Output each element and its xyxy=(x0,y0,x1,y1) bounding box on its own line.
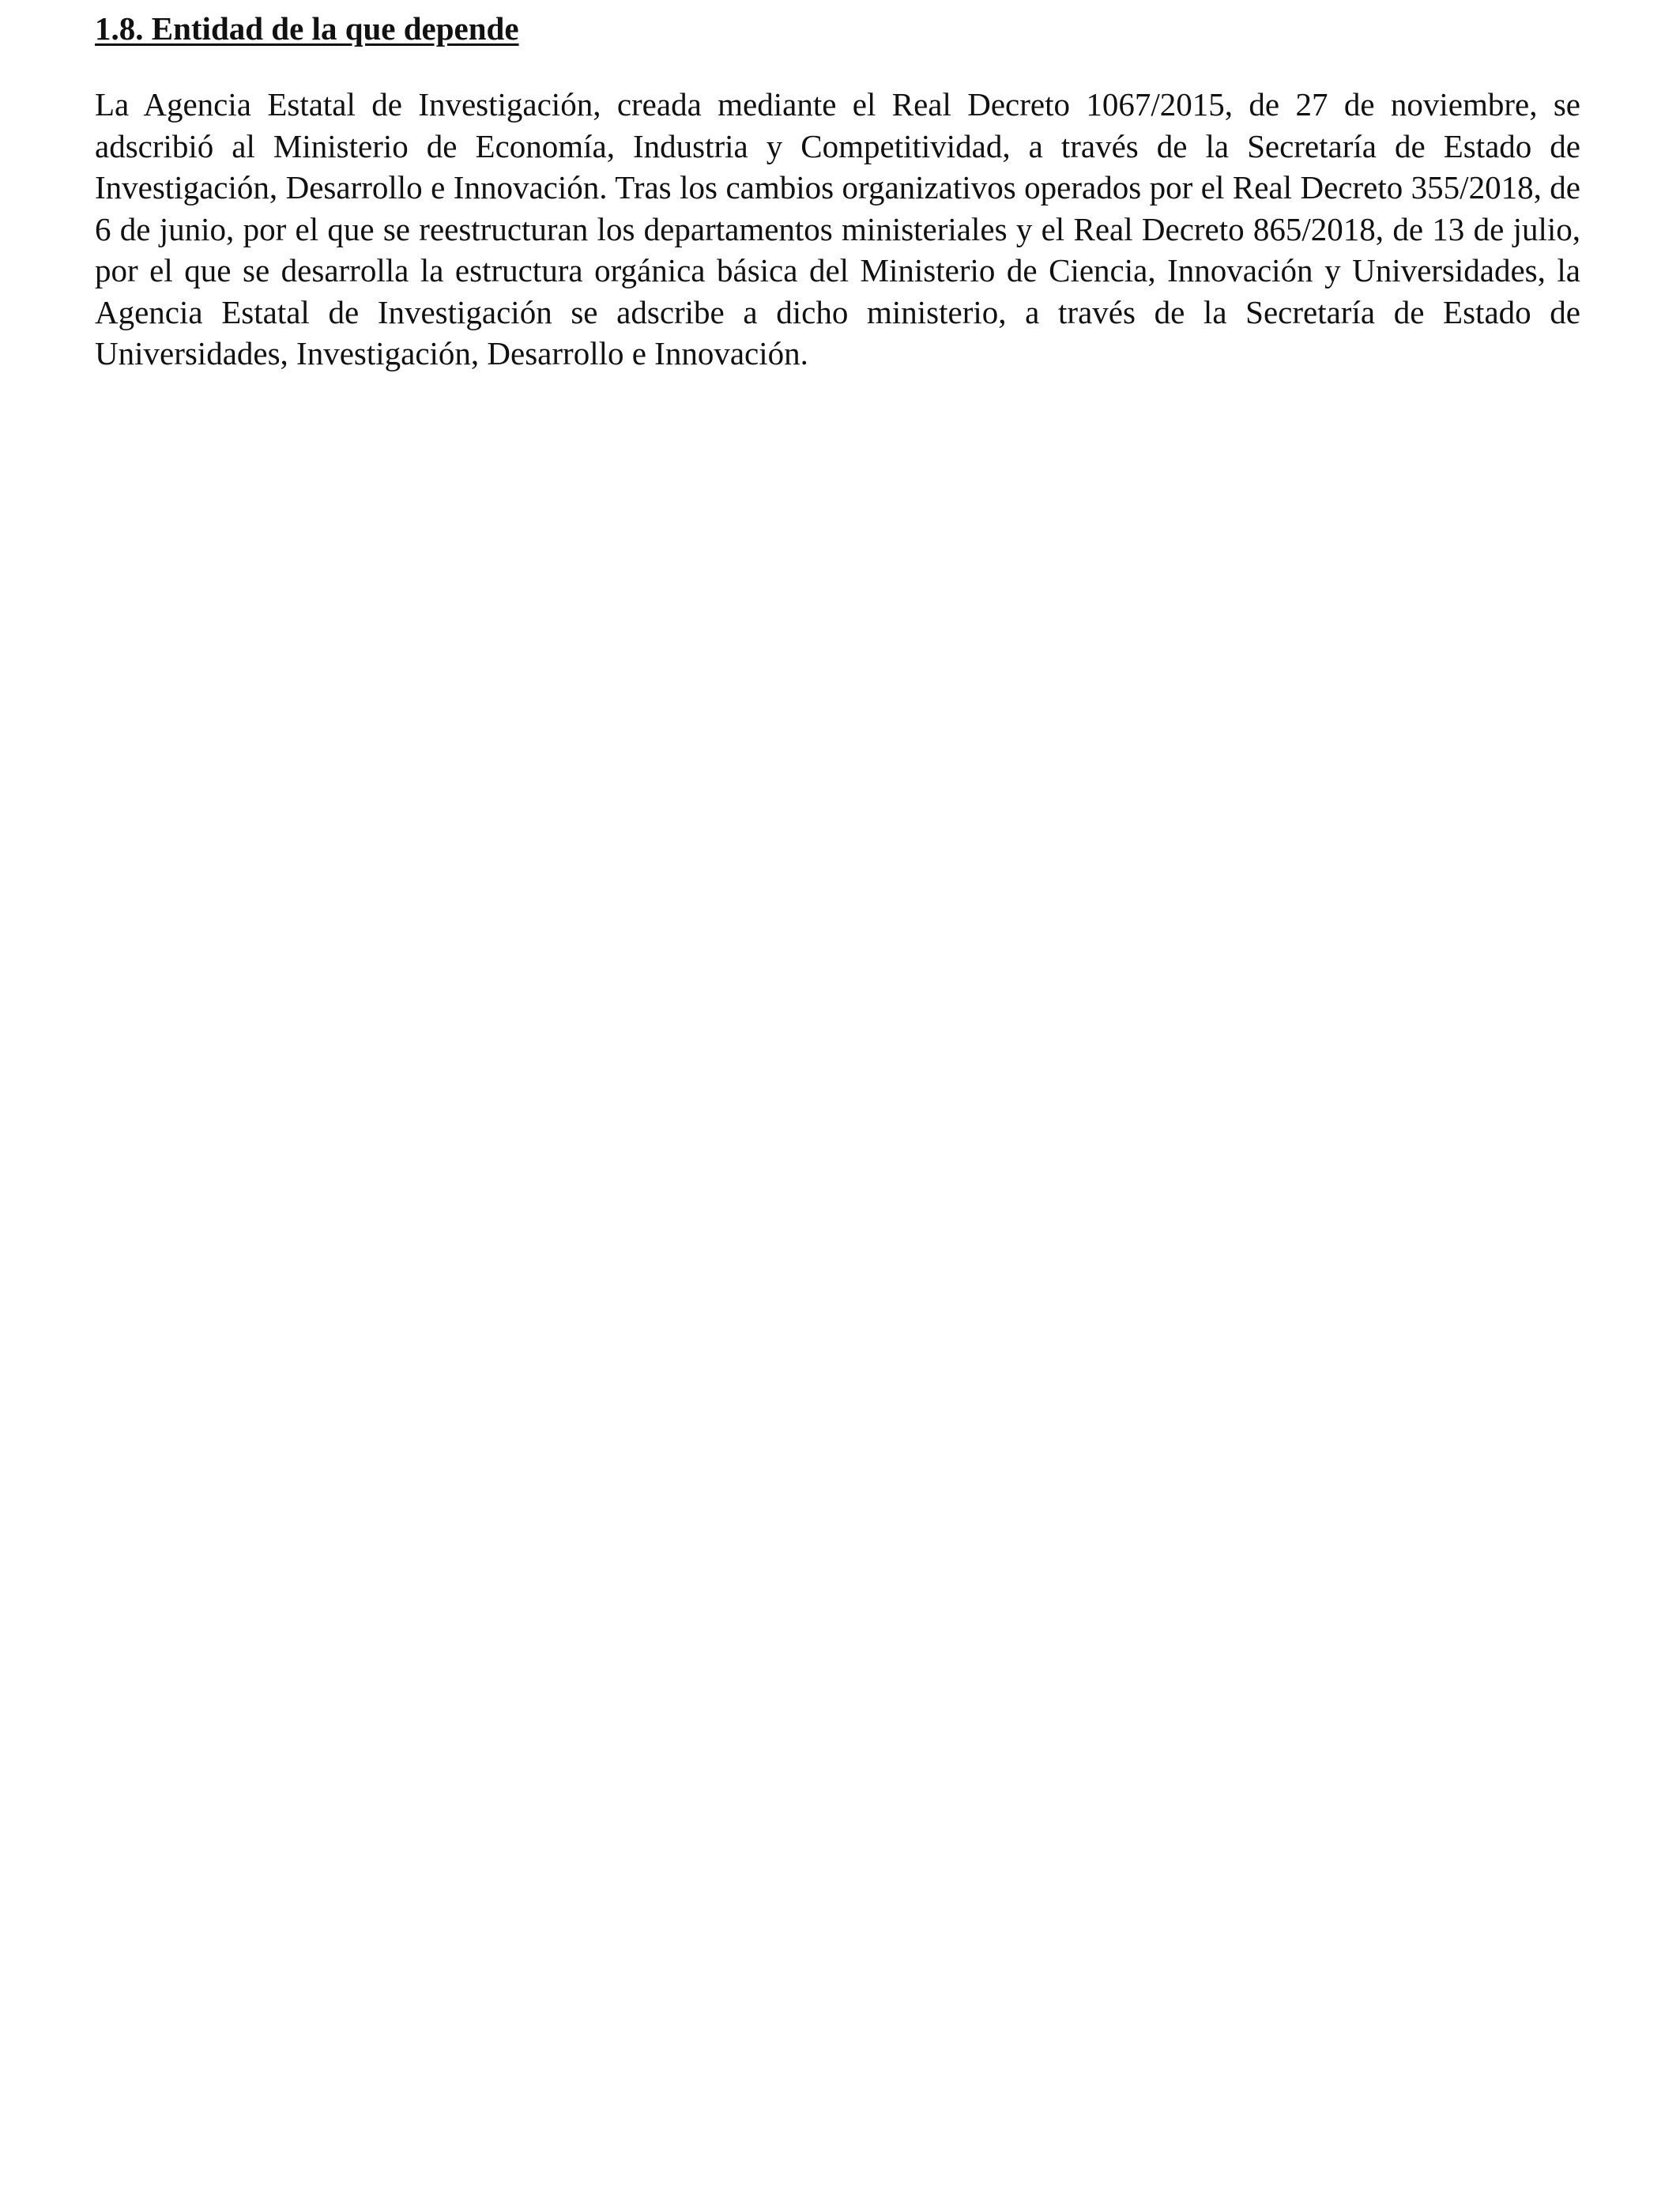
document-content xyxy=(95,5,1580,375)
section-heading: 1.8. Entidad de la que depende xyxy=(95,10,519,47)
body-paragraph: La Agencia Estatal de Investigación, creada mediante el Real Decreto 1067/2015, de 27 de noviembre, se adscribió al Ministerio de Economía, Industria y Competitividad, a través de la Secretaría de Estado de Investigación, Desarrollo e Innovación. Tras los cambios organizativos operados por el Real Decreto 355/2018, de 6 de junio, por el que se reestructuran los departamentos ministeriales y el Real Decreto 865/2018, de 13 de julio, por el que se desarrolla la estructura orgánica básica del Ministerio de Ciencia, Innovación y Universidades, la Agencia Estatal de Investigación se adscribe a dicho ministerio, a través de la Secretaría de Estado de Universidades, Investigación, Desarrollo e Innovación. xyxy=(95,86,1580,371)
